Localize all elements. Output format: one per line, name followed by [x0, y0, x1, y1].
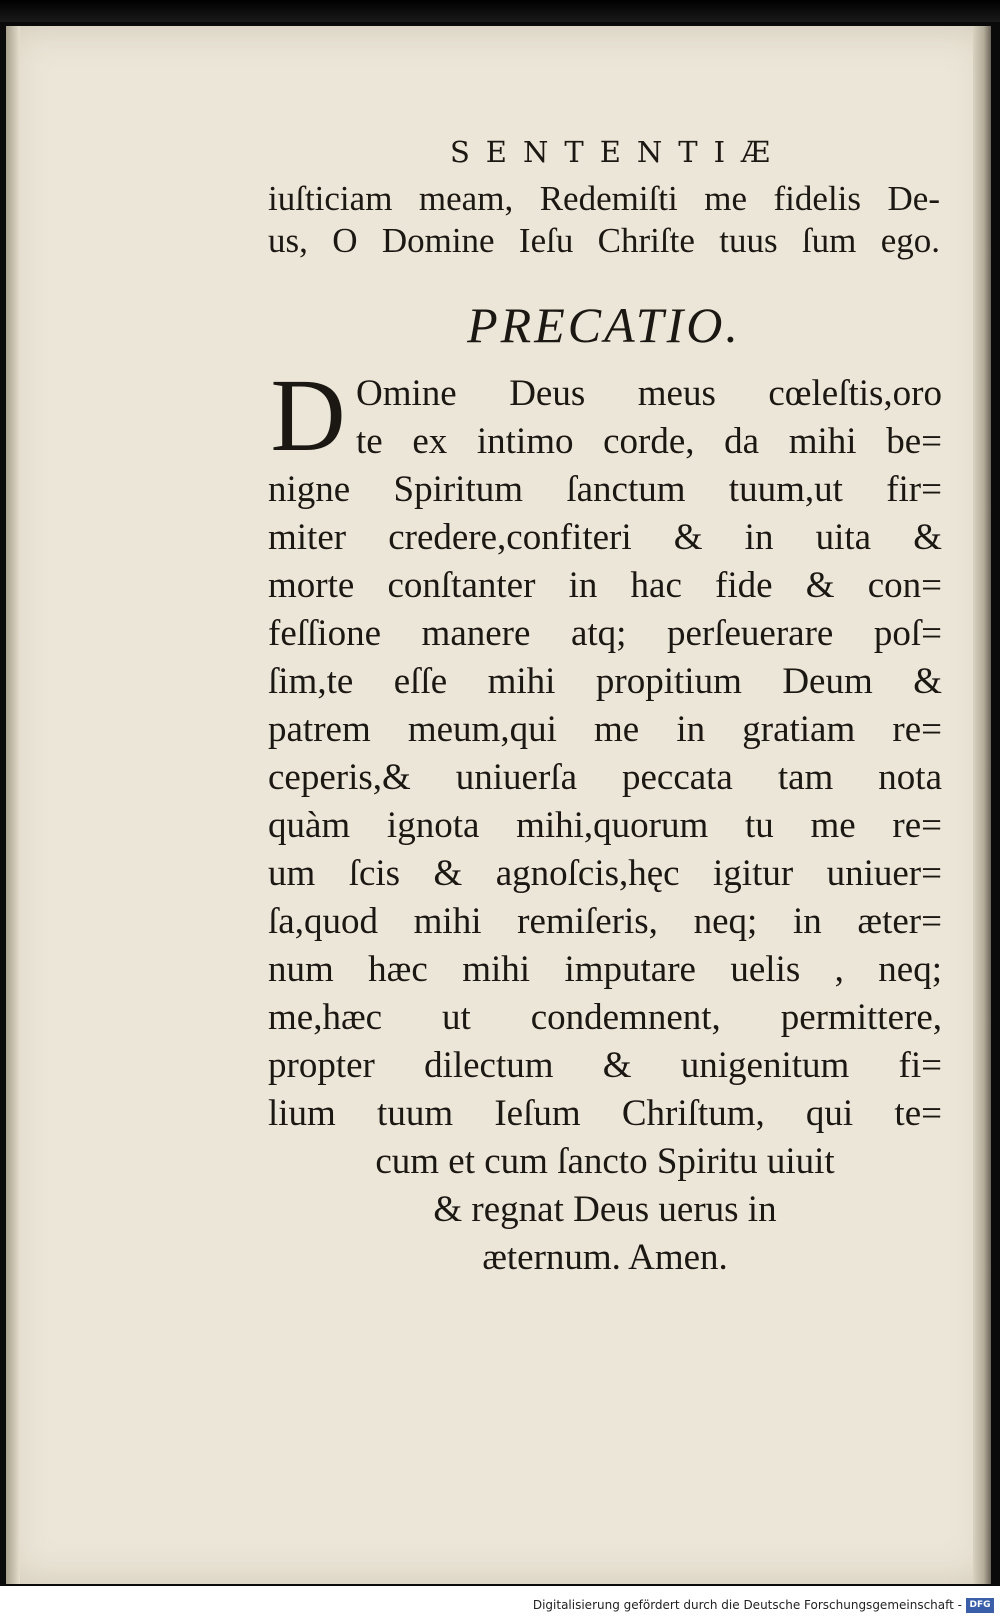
body-line: ſim,te eſſe mihi propitium Deum & — [268, 661, 942, 702]
page-edge-right — [973, 26, 991, 1584]
text-block — [268, 126, 948, 1282]
body-line: propter dilectum & unigenitum fi= — [268, 1045, 942, 1086]
running-head: SENTENTIÆ — [449, 135, 787, 169]
book-page — [6, 26, 991, 1584]
prayer-body — [268, 358, 948, 1282]
body-line: patrem meum,qui me in gratiam re= — [268, 709, 942, 750]
top-shadow — [0, 0, 1000, 22]
body-line: num hæc mihi imputare uelis , neq; — [268, 949, 942, 990]
body-line: cum et cum ſancto Spiritu uiuit — [375, 1141, 835, 1182]
drop-cap: D — [270, 358, 346, 473]
continuation-line: us, O Domine Ieſu Chriſte tuus ſum ego. — [268, 221, 940, 260]
body-line: nigne Spiritum ſanctum tuum,ut fir= — [268, 469, 942, 510]
body-line: te ex intimo corde, da mihi be= — [356, 421, 942, 462]
page-edge-left — [6, 26, 20, 1584]
body-line: miter credere,confiteri & in uita & — [268, 517, 942, 558]
body-line: lium tuum Ieſum Chriſtum, qui te= — [268, 1093, 942, 1134]
digitization-credit: Digitalisierung gefördert durch die Deutsche Forschungsgemeinschaft - — [532, 1598, 962, 1612]
body-line: æternum. Amen. — [482, 1237, 728, 1278]
body-line: ceperis,& uniuerſa peccata tam nota — [268, 757, 942, 798]
body-line: me,hæc ut condemnent, permittere, — [268, 997, 942, 1038]
footer-strip — [0, 1586, 1000, 1620]
body-line: um ſcis & agnoſcis,hęc igitur uniuer= — [268, 853, 942, 894]
body-line: quàm ignota mihi,quorum tu me re= — [268, 805, 942, 846]
dfg-logo: DFG — [966, 1598, 994, 1613]
body-line: feſſione manere atq; perſeuerare poſ= — [268, 613, 942, 654]
continuation-line: iuſticiam meam, Redemiſti me fidelis De- — [268, 179, 940, 218]
prayer-heading: PRECATIO. — [467, 297, 741, 353]
body-line: ſa,quod mihi remiſeris, neq; in æter= — [268, 901, 942, 942]
body-line: Omine Deus meus cœleſtis,oro — [356, 373, 942, 414]
body-line: & regnat Deus uerus in — [433, 1189, 777, 1230]
body-line: morte conſtanter in hac fide & con= — [268, 565, 942, 606]
